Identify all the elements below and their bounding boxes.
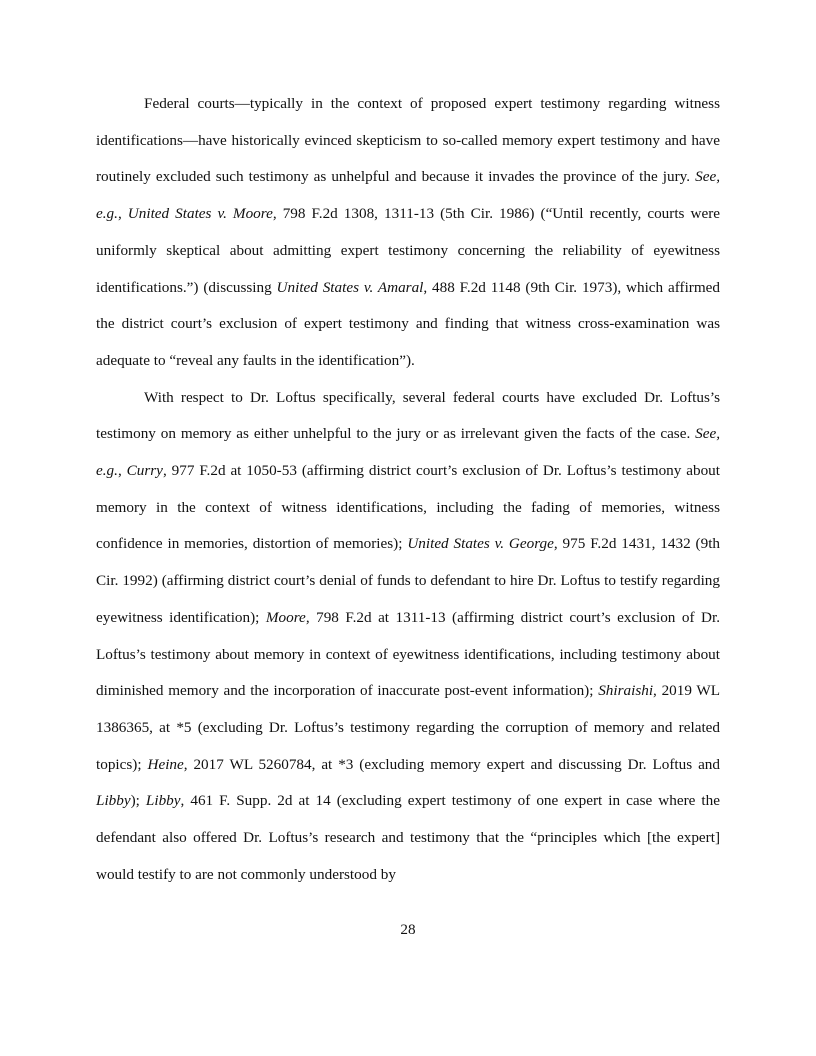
case-citation: United States v. Moore <box>127 205 273 223</box>
case-citation: United States v. George <box>407 535 554 553</box>
text-segment: Federal courts—typically in the context of proposed expert testimony regarding witness identifications—have historically evinced skepticism to so-called memory expert testimony and have routinely excluded such testimony as unhelpful and because it invades the province of the jury. <box>96 95 720 186</box>
paragraph <box>96 86 720 380</box>
case-citation: Heine <box>147 755 184 773</box>
text-segment: With respect to Dr. Loftus specifically, several federal courts have excluded Dr. Loftus’s testimony on memory as either unhelpful to the jury or as irrelevant given the facts of the case. <box>96 388 720 443</box>
page-number: 28 <box>400 921 416 938</box>
text-segment: , 975 F.2d 1431, 1432 (9th Cir. 1992) (affirming district court’s denial of funds to defendant to hire Dr. Loftus to testify regarding eyewitness identification); <box>96 535 721 626</box>
case-citation: Libby <box>96 792 131 810</box>
case-citation: Curry <box>126 462 163 480</box>
text-segment: , 977 F.2d at 1050-53 (affirming district court’s exclusion of Dr. Loftus’s testimony about memory in the context of witness identifications, including the fading of memories, witness confidence in memories, distortion of memories); <box>96 462 720 553</box>
case-citation: Shiraishi <box>598 682 654 700</box>
case-citation: Libby <box>145 792 181 810</box>
paragraph <box>96 380 720 894</box>
document-body <box>96 86 720 893</box>
text-segment: , 798 F.2d 1308, 1311-13 (5th Cir. 1986) (“Until recently, courts were uniformly skeptical about admitting expert testimony concerning the reliability of eyewitness identifications.”) (discussing <box>96 205 720 296</box>
text-segment: , 461 F. Supp. 2d at 14 (excluding expert testimony of one expert in case where the defendant also offered Dr. Loftus’s research and testimony that the “principles which [the expert] would testify to are not commonly understood by <box>96 792 720 883</box>
text-segment: , <box>117 205 128 223</box>
text-segment: , 488 F.2d 1148 (9th Cir. 1973), which affirmed the district court’s exclusion of expert testimony and finding that witness cross-examination was adequate to “reveal any faults in the identification”). <box>96 278 720 369</box>
text-segment: , 2019 WL 1386365, at *5 (excluding Dr. Loftus’s testimony regarding the corruption of memory and related topics); <box>96 682 720 773</box>
case-citation: See, e.g. <box>96 425 720 480</box>
text-segment: , 798 F.2d at 1311-13 (affirming district court’s exclusion of Dr. Loftus’s testimony about memory in context of eyewitness identifications, including testimony about diminished memory and the incorporation of inaccurate post-event information); <box>96 608 720 700</box>
text-segment: ); <box>130 792 146 810</box>
text-segment: , 2017 WL 5260784, at *3 (excluding memory expert and discussing Dr. Loftus and <box>183 755 720 773</box>
case-citation: United States v. Amaral <box>276 278 424 296</box>
case-citation: Moore <box>265 608 306 626</box>
case-citation: See, e.g. <box>96 168 720 223</box>
text-segment: , <box>117 462 127 480</box>
